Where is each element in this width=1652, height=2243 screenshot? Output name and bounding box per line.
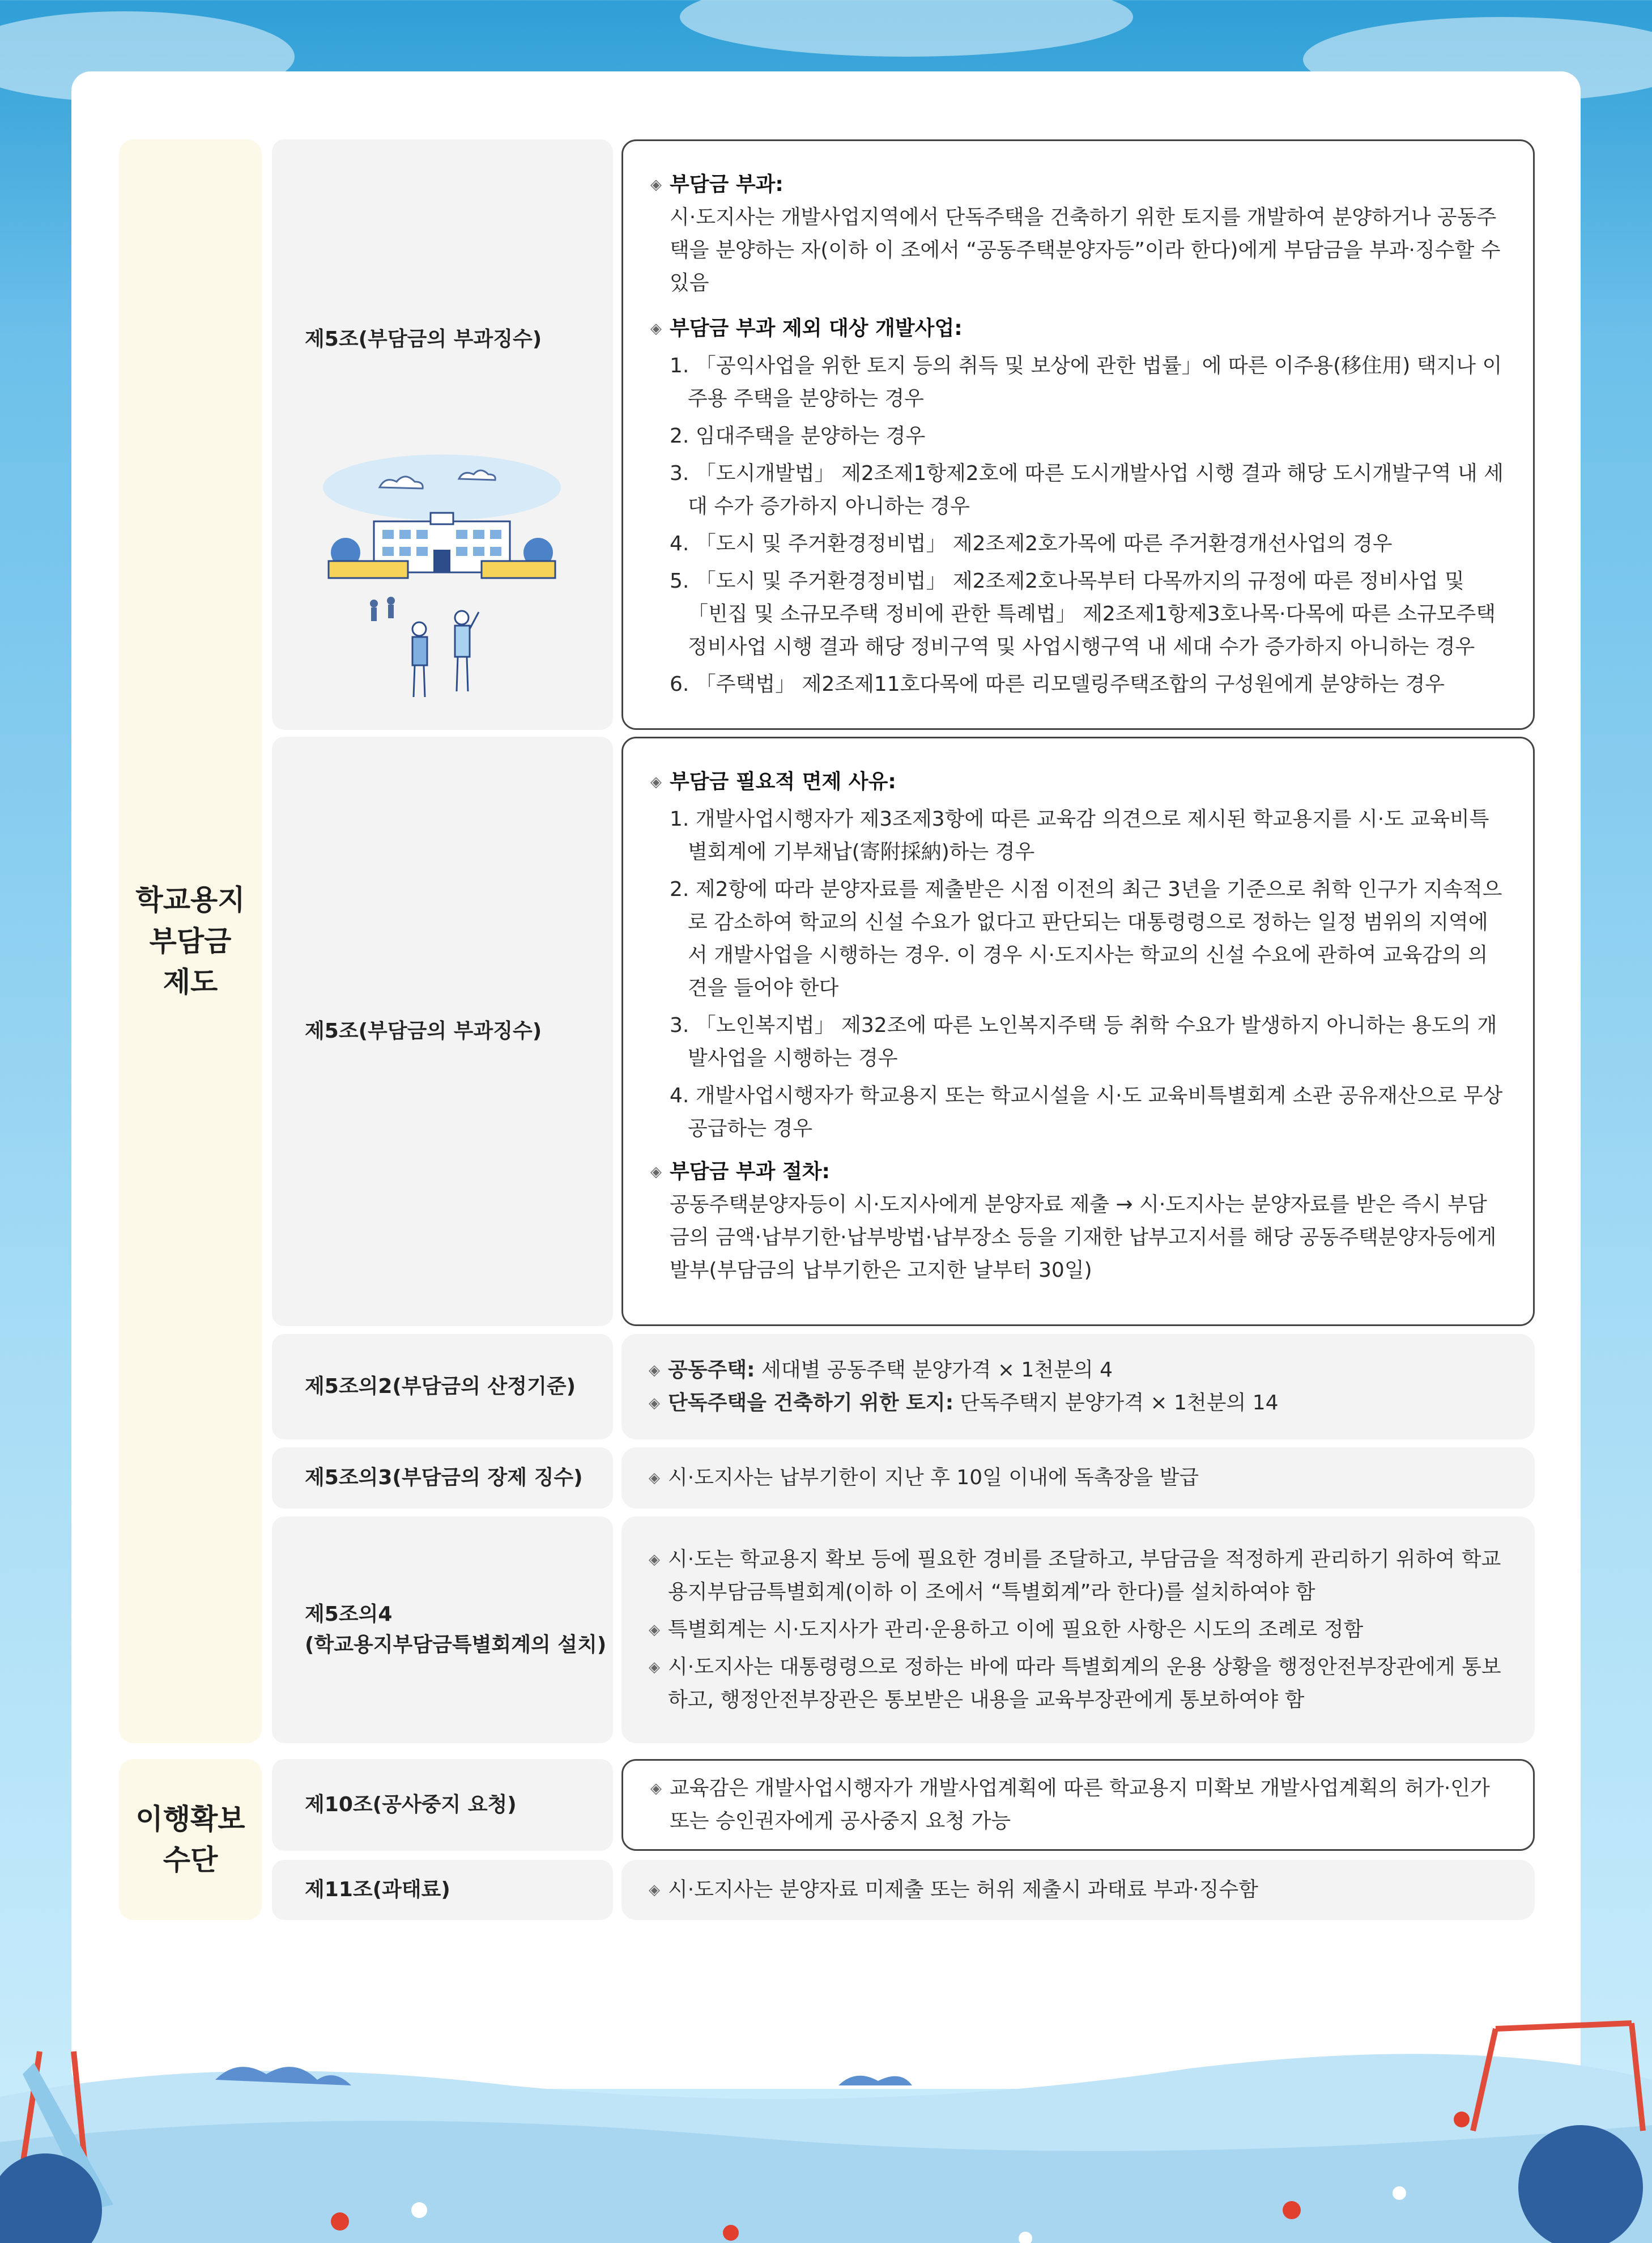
law-article-10: 제10조(공사중지 요청): [272, 1759, 613, 1851]
bullet-item: ◈ 시·도지사는 대통령령으로 정하는 바에 따라 특별회계의 운용 상황을 행정안전부장관에게 통보하고, 행정안전부장관은 통보받은 내용을 교육부장관에게 통보하여야 함: [649, 1651, 1505, 1717]
law-article-5-b: 제5조(부담금의 부과징수): [272, 737, 613, 1326]
content-article-11: [621, 1860, 1535, 1920]
bullet-item: ◈ 특별회계는 시·도지사가 관리·운용하고 이에 필요한 사항은 시도의 조례로 정함: [649, 1613, 1505, 1646]
list-item: 2. 임대주택을 분양하는 경우: [670, 424, 926, 448]
diamond-bullet-icon: ◈: [650, 320, 662, 337]
list-item: 1. 「공익사업을 위한 토지 등의 취득 및 보상에 관한 법률」에 따른 이주용(移住用) 택지나 이주용 주택을 분양하는 경우: [670, 354, 1502, 410]
bullet-item: ◈ 시·도지사는 분양자료 미제출 또는 허위 제출시 과태료 부과·징수함: [649, 1874, 1505, 1906]
diamond-bullet-icon: ◈: [649, 1362, 660, 1379]
law-article-5-3: 제5조의3(부담금의 장제 징수): [272, 1447, 613, 1509]
school-protest-illustration: [317, 448, 567, 708]
content-article-10: [621, 1759, 1535, 1851]
list-item: 6. 「주택법」 제2조제11호다목에 따른 리모델링주택조합의 구성원에게 분양하는 경우: [670, 673, 1445, 696]
section-enforcement-means: 이행확보 수단: [119, 1759, 262, 1920]
bullet-item: ◈ 시·도는 학교용지 확보 등에 필요한 경비를 조달하고, 부담금을 적정하게 관리하기 위하여 학교용지부담금특별회계(이하 이 조에서 “특별회계”라 한다)를 설치하여야 함: [649, 1543, 1505, 1609]
list-item: 1. 개발사업시행자가 제3조제3항에 따른 교육감 의견으로 제시된 학교용지를 시·도 교육비특별회계에 기부채납(寄附採納)하는 경우: [670, 808, 1489, 864]
diamond-bullet-icon: ◈: [649, 1551, 660, 1568]
list-item: 3. 「노인복지법」 제32조에 따른 노인복지주택 등 취학 수요가 발생하지 아니하는 용도의 개발사업을 시행하는 경우: [670, 1014, 1497, 1070]
diamond-bullet-icon: ◈: [650, 1780, 662, 1797]
law-article-5-a: 제5조(부담금의 부과징수): [272, 139, 613, 730]
diamond-bullet-icon: ◈: [649, 1621, 660, 1638]
bullet-item: ◈ 시·도지사는 납부기한이 지난 후 10일 이내에 독촉장을 발급: [649, 1462, 1505, 1494]
heading-mandatory-exemption: ◈ 부담금 필요적 면제 사유:: [650, 766, 1504, 798]
bullet-item: ◈ 교육감은 개발사업시행자가 개발사업계획에 따른 학교용지 미확보 개발사업계획의 허가·인가 또는 승인권자에게 공사중지 요청 가능: [650, 1772, 1504, 1838]
paragraph-imposition-procedure: 공동주택분양자등이 시·도지사에게 분양자료 제출 → 시·도지사는 분양자료를 받은 즉시 부담금의 금액·납부기한·납부방법·납부장소 등을 기재한 납부고지서를 해당 공동주택분양자등에게 발부(부담금의 납부기한은 고지한 날부터 30일): [670, 1193, 1497, 1282]
diamond-bullet-icon: ◈: [649, 1469, 660, 1486]
list-item: 4. 개발사업시행자가 학교용지 또는 학교시설을 시·도 교육비특별회계 소관 공유재산으로 무상공급하는 경우: [670, 1084, 1503, 1140]
content-article-5-2: [621, 1334, 1535, 1439]
sky-cloud: [680, 0, 1133, 57]
law-article-11: 제11조(과태료): [272, 1860, 613, 1920]
heading-charge-imposition: ◈ 부담금 부과:: [650, 168, 1504, 201]
content-article-5-a: [621, 139, 1535, 730]
section-school-land-charge: 학교용지 부담금 제도: [119, 139, 262, 1743]
diamond-bullet-icon: ◈: [649, 1395, 660, 1412]
list-item: 4. 「도시 및 주거환경정비법」 제2조제2호가목에 따른 주거환경개선사업의 경우: [670, 532, 1393, 555]
content-article-5-4: [621, 1516, 1535, 1743]
list-item: 3. 「도시개발법」 제2조제1항제2호에 따른 도시개발사업 시행 결과 해당 도시개발구역 내 세대 수가 증가하지 아니하는 경우: [670, 462, 1504, 518]
diamond-bullet-icon: ◈: [650, 774, 662, 791]
diamond-bullet-icon: ◈: [649, 1881, 660, 1898]
list-item: 5. 「도시 및 주거환경정비법」 제2조제2호나목부터 다목까지의 규정에 따른 정비사업 및 「빈집 및 소규모주택 정비에 관한 특례법」 제2조제1항제3호나목·다목에 따른 소규모주택정비사업 시행 결과 해당 정비구역 및 사업시행구역 내 세대 수가 증가하지 아니하는 경우: [670, 570, 1496, 659]
law-article-5-4: 제5조의4 (학교용지부담금특별회계의 설치): [272, 1516, 613, 1743]
heading-exemption-projects: ◈ 부담금 부과 제외 대상 개발사업:: [650, 312, 1504, 345]
diamond-bullet-icon: ◈: [649, 1659, 660, 1676]
content-article-5-3: [621, 1447, 1535, 1509]
playground-decoration: [0, 2017, 1652, 2243]
diamond-bullet-icon: ◈: [650, 176, 662, 193]
bullet-item: ◈ 공동주택: 세대별 공동주택 분양가격 × 1천분의 4: [649, 1354, 1505, 1387]
list-item: 2. 제2항에 따라 분양자료를 제출받은 시점 이전의 최근 3년을 기준으로 취학 인구가 지속적으로 감소하여 학교의 신설 수요가 없다고 판단되는 대통령령으로 정하는 일정 범위의 지역에서 개발사업을 시행하는 경우. 이 경우 시·도지사는 학교의 신설 수요에 관하여 교육감의 의견을 들어야 한다: [670, 878, 1502, 1000]
bullet-item: ◈ 단독주택을 건축하기 위한 토지: 단독주택지 분양가격 × 1천분의 14: [649, 1387, 1505, 1420]
law-article-5-2: 제5조의2(부담금의 산정기준): [272, 1334, 613, 1439]
content-article-5-b: [621, 737, 1535, 1326]
paragraph-charge-imposition: 시·도지사는 개발사업지역에서 단독주택을 건축하기 위한 토지를 개발하여 분양하거나 공동주택을 분양하는 자(이하 이 조에서 “공동주택분양자등”이라 한다)에게 부담금을 부과·징수할 수 있음: [670, 206, 1501, 295]
diamond-bullet-icon: ◈: [650, 1163, 662, 1180]
heading-imposition-procedure: ◈ 부담금 부과 절차:: [650, 1156, 1504, 1188]
